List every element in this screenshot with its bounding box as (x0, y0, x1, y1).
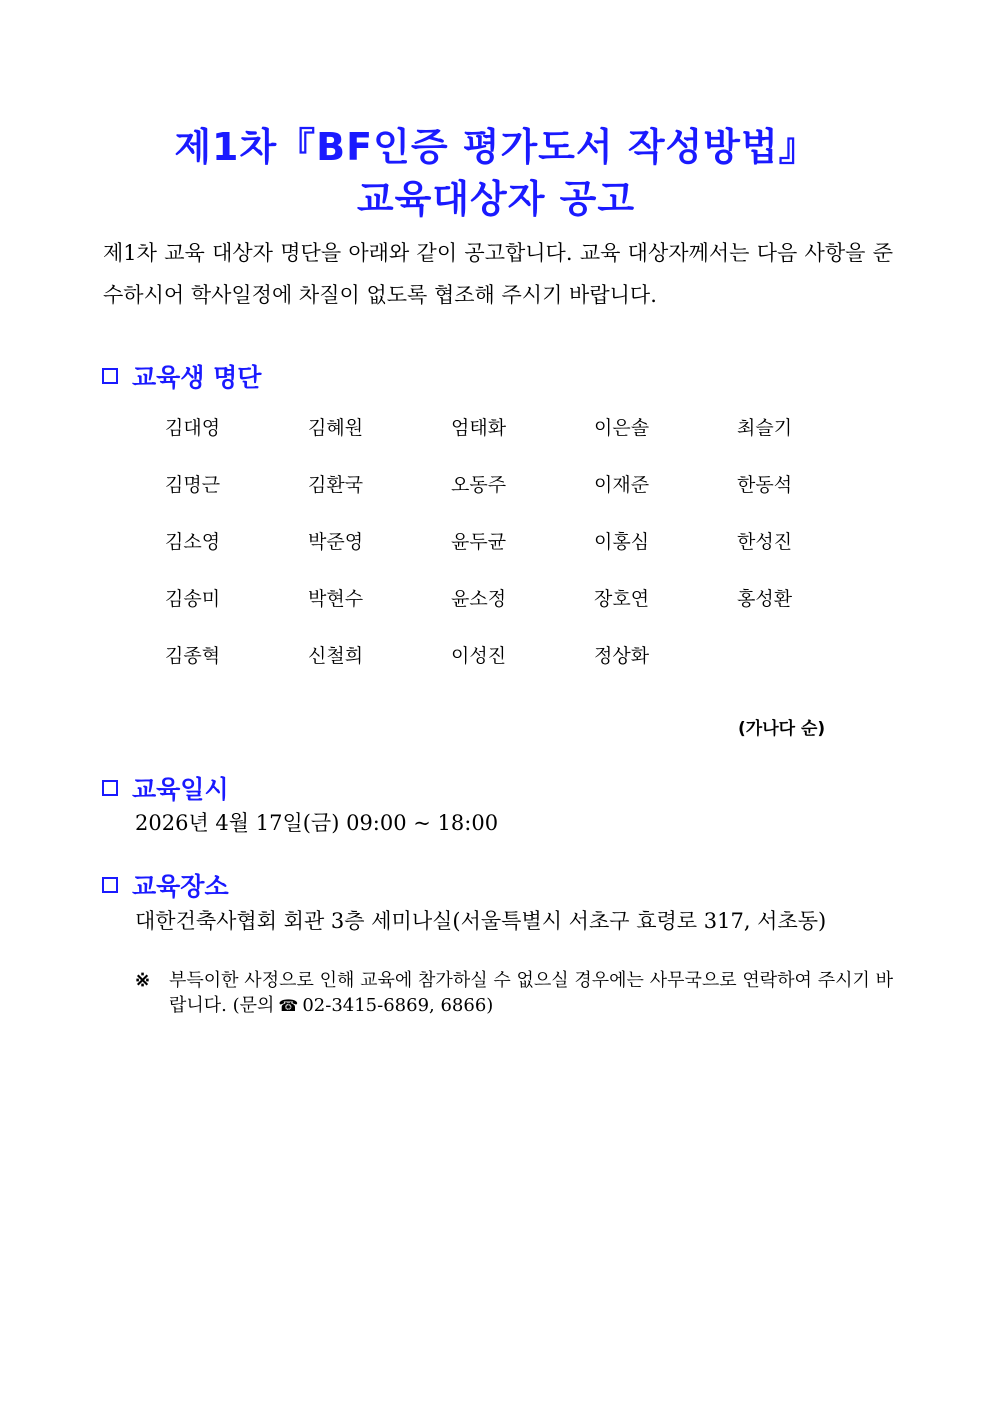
contact-phone: 02-3415-6869, 6866) (302, 995, 494, 1016)
student-name: 박준영 (308, 531, 364, 553)
checkbox-square-icon (102, 368, 118, 384)
student-name: 김대영 (165, 417, 221, 439)
student-name: 이은솔 (594, 417, 650, 439)
student-name: 한성진 (737, 531, 793, 553)
student-name: 김명근 (165, 474, 221, 496)
education-location: 대한건축사협회 회관 3층 세미나실(서울특별시 서초구 효령로 317, 서초동) (135, 909, 827, 933)
section-heading-label: 교육생 명단 (132, 363, 262, 392)
sort-order-note: (가나다 순) (738, 719, 826, 739)
intro-paragraph: 제1차 교육 대상자 명단을 아래와 같이 공고합니다. 교육 대상자께서는 다음 사항을 준수하시어 학사일정에 차질이 없도록 협조해 주시기 바랍니다. (103, 241, 893, 307)
student-name: 이성진 (451, 645, 507, 667)
student-name: 이홍심 (594, 531, 650, 553)
student-name: 김소영 (165, 531, 221, 553)
section-heading-place (102, 867, 229, 903)
section-heading-date (102, 770, 229, 806)
phone-icon: ☎ (278, 996, 299, 1015)
student-name: 김종혁 (165, 645, 221, 667)
student-name: 윤두균 (451, 531, 507, 553)
page-title-line1: 제1차『BF인증 평가도서 작성방법』 (174, 125, 818, 169)
education-datetime: 2026년 4월 17일(금) 09:00 ~ 18:00 (135, 811, 499, 835)
page-title-line2: 교육대상자 공고 (356, 177, 636, 221)
notice-text-main: 부득이한 사정으로 인해 교육에 참가하실 수 없으실 경우에는 사무국으로 연락하여 주시기 바랍니다. (문의 (169, 970, 893, 1016)
student-name: 한동석 (737, 474, 793, 496)
reference-mark: ※ (135, 970, 151, 991)
section-heading-label: 교육장소 (132, 872, 229, 901)
student-name: 신철희 (308, 645, 364, 667)
student-name: 김혜원 (308, 417, 364, 439)
student-name: 최슬기 (737, 417, 793, 439)
student-name: 이재준 (594, 474, 650, 496)
student-name: 장호연 (594, 588, 650, 610)
student-name: 정상화 (594, 645, 650, 667)
checkbox-square-icon (102, 877, 118, 893)
student-name: 엄태화 (451, 417, 507, 439)
student-name: 김환국 (308, 474, 364, 496)
checkbox-square-icon (102, 780, 118, 796)
student-name: 김송미 (165, 588, 221, 610)
notice-text (169, 968, 893, 1018)
student-name: 홍성환 (737, 588, 793, 610)
student-name: 오동주 (451, 474, 507, 496)
student-name: 박현수 (308, 588, 364, 610)
section-heading-label: 교육일시 (132, 775, 229, 804)
section-heading-students (102, 358, 261, 394)
notice-block (135, 968, 893, 1018)
student-name: 윤소정 (451, 588, 507, 610)
student-name-list (165, 411, 880, 696)
